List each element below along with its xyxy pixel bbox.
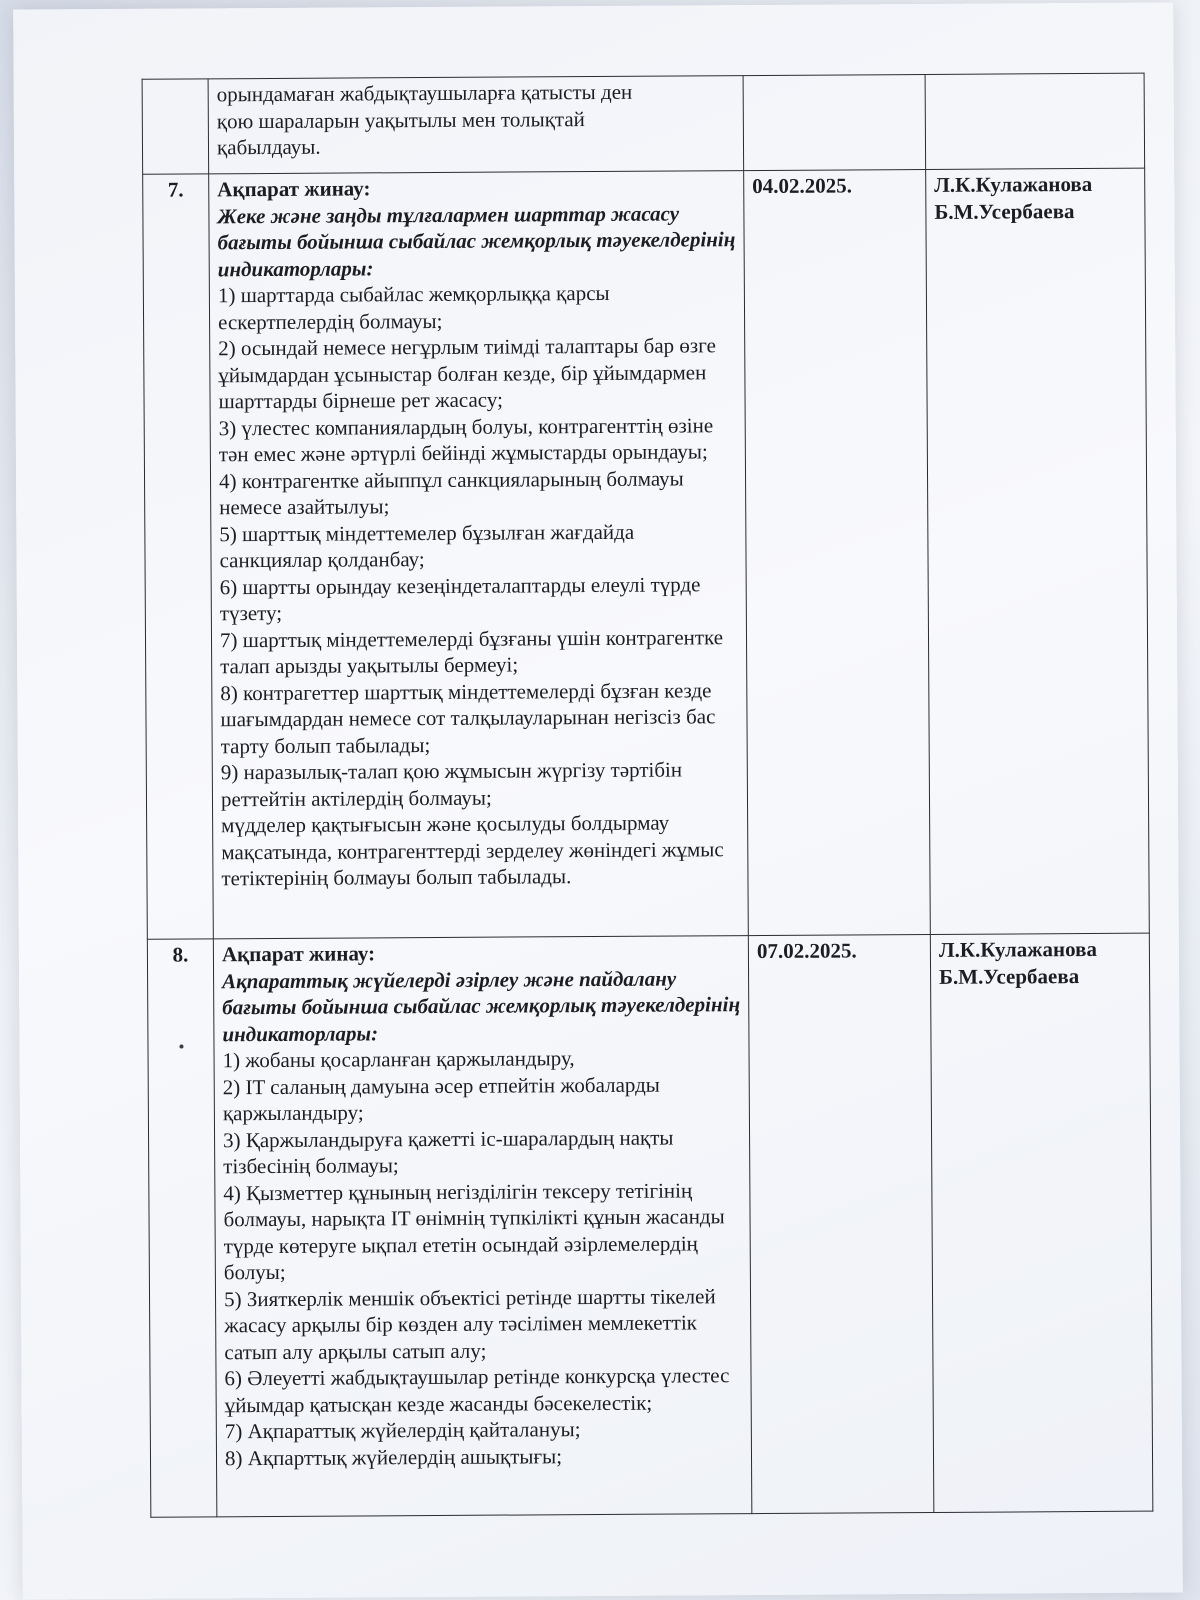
- row-number: 8.: [147, 939, 217, 1517]
- list-item: 1) жобаны қосарланған қаржыландыру,: [222, 1046, 575, 1073]
- row-heading: Ақпарат жинау:: [221, 941, 376, 967]
- row-responsible: [925, 73, 1145, 169]
- table-row: [147, 933, 1153, 1517]
- text-line: қою шараларын уақытылы мен толықтай: [216, 106, 585, 133]
- list-item: 8) контрагеттер шарттық міндеттемелерді бұзған кезде шағымдардан немесе сот талқылауларынан негізсіз бас тарту болып табылады;: [220, 677, 716, 758]
- row-number: [142, 79, 209, 174]
- row-description: [213, 936, 752, 1517]
- responsible-name: [934, 76, 1136, 77]
- list-item: 3) үлестес компаниялардың болуы, контрагенттің өзіне тән емес және әртүрлі бейінді жұмыстарды орындауы;: [218, 412, 714, 467]
- list-item: 7) шарттық міндеттемелерді бұзғаны үшін контрагентке талап арызды уақытылы бермеуі;: [219, 624, 724, 679]
- row-responsible: [930, 933, 1153, 1512]
- list-item: 3) Қаржыландыруға қажетті іс-шаралардың нақты тізбесінің болмауы;: [222, 1125, 674, 1179]
- text-line: орындамаған жабдықтаушыларға қатысты ден: [216, 79, 633, 107]
- list-item: 1) шарттарда сыбайлас жемқорлыққа қарсы ескертпелердің болмауы;: [217, 280, 610, 334]
- list-item: мүдделер қақтығысын және қосылуды болдырмау мақсатында, контрагенттерді зерделеу жөніндегі жұмыс тетіктерінің болмауы болып табылады.: [221, 810, 724, 891]
- table-row: [142, 73, 1145, 174]
- margin-mark: [179, 1045, 183, 1049]
- list-item: 6) шартты орындау кезеңіндеталаптарды елеулі түрде түзету;: [219, 571, 701, 626]
- list-item: 2) осындай немесе негұрлым тиімді талаптары бар өзге ұйымдардан ұсыныстар болған кезде, бір ұйымдармен шарттарды бірнеше рет жасасу;: [218, 333, 716, 414]
- list-item: 8) Ақпарттық жүйелердің ашықтығы;: [224, 1443, 563, 1470]
- list-item: 5) шарттық міндеттемелер бұзылған жағдайда санкциялар қолданбау;: [219, 519, 635, 573]
- row-description: [208, 76, 744, 174]
- responsible-name: Л.К.Кулажанова: [934, 171, 1093, 197]
- responsible-name: Л.К.Кулажанова: [938, 936, 1097, 962]
- responsible-name: [934, 76, 1136, 77]
- list-item: 4) Қызметтер құнының негізділігін тексеру тетігінің болмауы, нарықта IT өнімнің түпкілікті құнын жасанды түрде көтеруге ықпал ететін осындай әзірлемелердің болуы;: [223, 1177, 725, 1285]
- row-subheading: Ақпараттық жүйелерді әзірлеу және пайдалану бағыты бойынша сыбайлас жемқорлық тәуекелдерінің индикаторлары:: [222, 966, 741, 1046]
- plan-table: [142, 73, 1154, 1518]
- row-responsible: [926, 168, 1150, 934]
- list-item: 9) наразылық-талап қою жұмысын жүргізу тәртібін реттейтін актілердің болмауы;: [220, 757, 683, 811]
- row-date: 07.02.2025.: [748, 934, 934, 1513]
- table-row: [143, 168, 1150, 939]
- row-description: [209, 171, 749, 939]
- row-date: [743, 74, 926, 170]
- document-page: [13, 2, 1183, 1599]
- responsible-name: Б.М.Усербаева: [934, 198, 1075, 224]
- list-item: 4) контрагентке айыппұл санкцияларының болмауы немесе азайтылуы;: [218, 465, 684, 520]
- list-item: 2) IT саланың дамуына әсер етпейтін жобаларды қаржыландыру;: [222, 1072, 660, 1126]
- text-line: қабылдауы.: [216, 134, 321, 160]
- row-number: 7.: [143, 174, 214, 939]
- row-date: 04.02.2025.: [744, 169, 931, 935]
- list-item: 7) Ақпараттық жүйелердің қайталануы;: [224, 1417, 581, 1444]
- row-subheading: Жеке және заңды тұлғалармен шарттар жасасу бағыты бойынша сыбайлас жемқорлық тәуекелдерінің индикаторлары:: [217, 200, 736, 281]
- row-heading: Ақпарат жинау:: [217, 176, 371, 202]
- list-item: 6) Әлеуетті жабдықтаушылар ретінде конкурсқа үлестес ұйымдар қатысқан кезде жасанды бәсекелестік;: [224, 1363, 730, 1417]
- list-item: 5) Зияткерлік меншік объектісі ретінде шартты тікелей жасасу арқылы бір көзден алу тәсілімен мемлекеттік сатып алу арқылы сатып алу;: [223, 1283, 716, 1364]
- responsible-name: Б.М.Усербаева: [939, 963, 1080, 989]
